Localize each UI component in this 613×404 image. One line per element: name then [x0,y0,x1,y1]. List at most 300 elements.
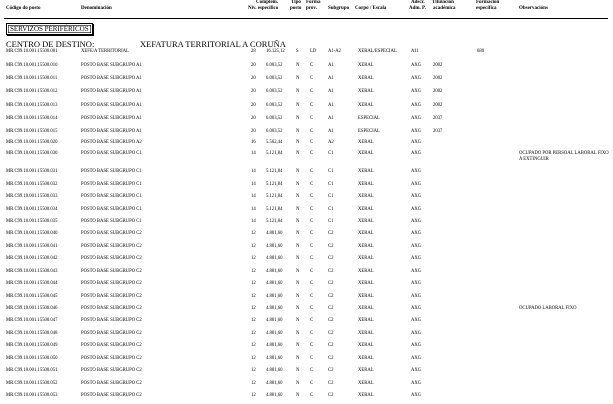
row-corpo: XERAL [358,294,374,299]
table-row [0,182,613,190]
row-adscricion: AXG [411,207,422,212]
row-tipo: N [296,103,300,108]
row-nivel: 12 [251,368,256,373]
row-adscricion: AXG [411,256,422,261]
row-tipo: N [296,140,300,145]
row-adscricion: AXG [411,331,422,336]
row-corpo: XERAL [358,393,374,398]
row-adscricion: AXG [411,140,422,145]
row-observacions: OCUPADO POR PERSOAL LABORAL FIXO A EXTINGUIR [519,151,609,162]
row-tipo: N [296,182,300,187]
row-denominacion: POSTO BASE SUBGRUPO C2 [81,356,142,361]
row-denominacion: POSTO BASE SUBGRUPO A1 [81,129,142,134]
row-corpo: XERAL [358,381,374,386]
row-nivel: 20 [251,129,256,134]
row-adscricion: AXG [411,89,422,94]
row-denominacion: XEFE/A TERRITORIAL [81,49,129,54]
row-tipo: N [296,231,300,236]
row-denominacion: POSTO BASE SUBGRUPO C2 [81,281,142,286]
row-subgrupo: C1 [328,219,334,224]
row-nivel: 14 [251,182,256,187]
row-tipo: N [296,356,300,361]
row-corpo: XERAL [358,256,374,261]
row-code: MR.C99.10.001.15500.015 [6,129,58,134]
row-denominacion: POSTO BASE SUBGRUPO C2 [81,256,142,261]
row-forma: C [310,294,314,299]
row-complemento: 5.121,84 [266,182,283,187]
row-adscricion: AXG [411,116,422,121]
row-code: MR.C99.10.001.15500.020 [6,140,58,145]
row-complemento: 4.881,60 [266,306,283,311]
row-code: MR.C99.10.001.15500.042 [6,256,58,261]
row-complemento: 6.003,52 [266,116,283,121]
row-adscricion: AXG [411,169,422,174]
row-subgrupo: A1 [328,103,334,108]
row-denominacion: POSTO BASE SUBGRUPO C2 [81,231,142,236]
row-corpo: XERAL [358,356,374,361]
col-forma-a: Forma [306,0,321,5]
table-row [0,140,613,148]
row-forma: C [310,331,314,336]
row-tipo: N [296,63,300,68]
row-corpo: XERAL [358,89,374,94]
row-code: MR.C99.10.001.15500.051 [6,368,58,373]
row-corpo: ESPECIAL [358,129,380,134]
row-adscricion: AXG [411,318,422,323]
row-code: MR.C99.10.001.15500.035 [6,219,58,224]
row-forma: LD [310,49,317,54]
row-titulacion: 2002 [433,76,443,81]
row-code: MR.C99.10.001.15500.012 [6,89,58,94]
row-denominacion: POSTO BASE SUBGRUPO A2 [81,140,142,145]
table-row [0,103,613,111]
row-forma: C [310,356,314,361]
row-subgrupo: A1 [328,89,334,94]
row-tipo: N [296,219,300,224]
row-corpo: XERAL [358,219,374,224]
row-complemento: 16.125,12 [266,49,285,54]
row-denominacion: POSTO BASE SUBGRUPO C2 [81,294,142,299]
row-tipo: N [296,318,300,323]
col-niv-b: Niv. específico [248,6,279,11]
row-corpo: XERAL [358,103,374,108]
row-corpo: XERAL [358,343,374,348]
row-denominacion: POSTO BASE SUBGRUPO C2 [81,318,142,323]
row-code: MR.C99.10.001.15500.010 [6,63,58,68]
row-code: MR.C99.10.001.15500.050 [6,356,58,361]
row-denominacion: POSTO BASE SUBGRUPO C1 [81,169,142,174]
row-subgrupo: C2 [328,381,334,386]
col-denominacion: Denominación [81,6,112,11]
row-tipo: N [296,194,300,199]
row-nivel: 20 [251,89,256,94]
row-titulacion: 2037 [433,116,443,121]
row-tipo: N [296,294,300,299]
row-adscricion: AXG [411,231,422,236]
row-forma: C [310,231,314,236]
row-denominacion: POSTO BASE SUBGRUPO A1 [81,76,142,81]
row-denominacion: POSTO BASE SUBGRUPO C2 [81,381,142,386]
row-adscricion: AXG [411,343,422,348]
row-denominacion: POSTO BASE SUBGRUPO C2 [81,393,142,398]
row-observacions: OCUPADO LABORAL FIXO [519,306,577,311]
table-row [0,281,613,289]
row-titulacion: 2002 [433,89,443,94]
table-row [0,63,613,71]
col-adsc-b: Adm. P. [409,6,426,11]
row-forma: C [310,129,314,134]
row-code: MR.C99.10.001.15500.040 [6,231,58,236]
table-row [0,318,613,326]
row-complemento: 6.003,52 [266,89,283,94]
row-complemento: 4.881,60 [266,281,283,286]
row-adscricion: AXG [411,381,422,386]
row-adscricion: AXG [411,103,422,108]
row-tipo: N [296,381,300,386]
row-nivel: 12 [251,281,256,286]
table-row [0,151,613,162]
row-code: MR.C99.10.001.15500.030 [6,151,58,156]
col-subgrupo: Subgrupo [328,6,350,11]
row-code: MR.C99.10.001.15500.045 [6,294,58,299]
row-forma: C [310,318,314,323]
row-complemento: 5.121,84 [266,169,283,174]
row-complemento: 5.121,84 [266,219,283,224]
col-form-a: Formación [476,0,500,5]
row-nivel: 12 [251,318,256,323]
row-tipo: N [296,269,300,274]
row-code: MR.C99.10.001.15500.052 [6,381,58,386]
row-corpo: XERAL [358,269,374,274]
row-adscricion: AXG [411,281,422,286]
row-nivel: 20 [251,103,256,108]
row-subgrupo: C2 [328,393,334,398]
row-nivel: 16 [251,140,256,145]
row-tipo: N [296,89,300,94]
table-row [0,231,613,239]
row-complemento: 4.881,60 [266,318,283,323]
row-subgrupo: A1 [328,63,334,68]
table-row [0,368,613,376]
row-complemento: 5.562,44 [266,140,283,145]
row-titulacion: 2002 [433,103,443,108]
col-codigo: Código do posto [6,6,41,11]
row-adscricion: AXG [411,182,422,187]
row-forma: C [310,306,314,311]
row-tipo: N [296,207,300,212]
row-forma: C [310,343,314,348]
row-tipo: S [296,49,299,54]
row-code: MR.C99.10.001.15500.014 [6,116,58,121]
row-corpo: XERAL/ESPECIAL [358,49,397,54]
row-denominacion: POSTO BASE SUBGRUPO C2 [81,331,142,336]
row-forma: C [310,393,314,398]
row-subgrupo: C1 [328,194,334,199]
row-corpo: ESPECIAL [358,116,380,121]
destination-label: CENTRO DE DESTINO: [6,39,95,49]
row-denominacion: POSTO BASE SUBGRUPO C1 [81,219,142,224]
row-complemento: 4.881,60 [266,356,283,361]
row-forma: C [310,103,314,108]
table-row [0,343,613,351]
table-row [0,269,613,277]
row-forma: C [310,256,314,261]
row-tipo: N [296,129,300,134]
row-code: MR.C99.10.001.15500.047 [6,318,58,323]
row-complemento: 4.881,60 [266,244,283,249]
destination-name: XEFATURA TERRITORIAL A CORUÑA [140,39,286,49]
table-row [0,116,613,124]
row-tipo: N [296,116,300,121]
row-titulacion: 2037 [433,129,443,134]
col-niv-a: Complem. [256,0,279,5]
row-corpo: XERAL [358,169,374,174]
row-denominacion: POSTO BASE SUBGRUPO C1 [81,207,142,212]
row-complemento: 4.881,60 [266,381,283,386]
row-corpo: XERAL [358,281,374,286]
row-denominacion: POSTO BASE SUBGRUPO A1 [81,89,142,94]
row-code: MR.C99.10.001.15500.049 [6,343,58,348]
row-adscricion: AXG [411,393,422,398]
row-forma: C [310,116,314,121]
row-corpo: XERAL [358,331,374,336]
table-row [0,381,613,389]
row-nivel: 14 [251,194,256,199]
row-nivel: 14 [251,169,256,174]
row-forma: C [310,76,314,81]
row-complemento: 4.881,60 [266,331,283,336]
row-adscricion: AXG [411,356,422,361]
table-row [0,244,613,252]
row-complemento: 4.881,60 [266,343,283,348]
row-subgrupo: C1 [328,151,334,156]
row-subgrupo: A2 [328,140,334,145]
row-nivel: 20 [251,63,256,68]
row-corpo: XERAL [358,306,374,311]
row-adscricion: AXG [411,244,422,249]
row-complemento: 5.121,84 [266,207,283,212]
row-nivel: 12 [251,331,256,336]
row-complemento: 5.121,84 [266,194,283,199]
table-row [0,89,613,97]
row-adscricion: AXG [411,368,422,373]
row-nivel: 12 [251,269,256,274]
row-adscricion: A11 [411,49,419,54]
row-nivel: 12 [251,381,256,386]
row-denominacion: POSTO BASE SUBGRUPO C2 [81,368,142,373]
row-denominacion: POSTO BASE SUBGRUPO C1 [81,194,142,199]
row-code: MR.C99.10.001.15500.043 [6,269,58,274]
row-complemento: 6.003,52 [266,103,283,108]
row-nivel: 20 [251,76,256,81]
row-forma: C [310,207,314,212]
row-tipo: N [296,151,300,156]
row-tipo: N [296,244,300,249]
row-code: MR.C99.10.001.15500.011 [6,76,58,81]
row-adscricion: AXG [411,306,422,311]
row-subgrupo: C2 [328,231,334,236]
row-tipo: N [296,368,300,373]
row-code: MR.C99.10.001.15500.013 [6,103,58,108]
row-formacion: 680 [477,49,485,54]
row-complemento: 4.881,60 [266,231,283,236]
row-tipo: N [296,393,300,398]
row-denominacion: POSTO BASE SUBGRUPO C2 [81,343,142,348]
row-forma: C [310,381,314,386]
row-subgrupo: C2 [328,356,334,361]
row-subgrupo: C2 [328,343,334,348]
row-code: MR.C99.10.001.15500.048 [6,331,58,336]
row-subgrupo: C1 [328,207,334,212]
table-row [0,49,613,57]
row-adscricion: AXG [411,219,422,224]
row-subgrupo: C1 [328,182,334,187]
table-row [0,393,613,401]
row-complemento: 6.003,52 [266,76,283,81]
row-code: MR.C99.10.001.15500.001 [6,49,58,54]
table-row [0,331,613,339]
row-adscricion: AXG [411,129,422,134]
row-tipo: N [296,169,300,174]
table-row [0,207,613,215]
row-corpo: XERAL [358,182,374,187]
row-adscricion: AXG [411,76,422,81]
row-subgrupo: A1 [328,129,334,134]
table-row [0,219,613,227]
row-nivel: 14 [251,207,256,212]
row-forma: C [310,269,314,274]
row-subgrupo: C2 [328,306,334,311]
row-complemento: 4.881,60 [266,294,283,299]
row-subgrupo: A1 [328,76,334,81]
table-row [0,129,613,137]
row-forma: C [310,219,314,224]
row-denominacion: POSTO BASE SUBGRUPO C1 [81,151,142,156]
row-denominacion: POSTO BASE SUBGRUPO A1 [81,63,142,68]
row-code: MR.C99.10.001.15500.032 [6,182,58,187]
row-code: MR.C99.10.001.15500.044 [6,281,58,286]
row-forma: C [310,151,314,156]
row-subgrupo: C2 [328,331,334,336]
row-subgrupo: C2 [328,256,334,261]
row-subgrupo: A1-A2 [328,49,342,54]
row-forma: C [310,169,314,174]
row-nivel: 12 [251,343,256,348]
row-corpo: XERAL [358,207,374,212]
row-code: MR.C99.10.001.15500.046 [6,306,58,311]
table-row [0,76,613,84]
table-row [0,306,613,314]
row-nivel: 14 [251,219,256,224]
row-corpo: XERAL [358,140,374,145]
row-complemento: 6.003,52 [266,129,283,134]
row-subgrupo: C2 [328,281,334,286]
row-complemento: 5.121,84 [266,151,283,156]
row-tipo: N [296,281,300,286]
row-nivel: 12 [251,256,256,261]
row-subgrupo: C2 [328,269,334,274]
row-complemento: 4.881,60 [266,393,283,398]
row-nivel: 14 [251,151,256,156]
row-subgrupo: C2 [328,244,334,249]
row-subgrupo: A1 [328,116,334,121]
table-row [0,356,613,364]
row-corpo: XERAL [358,318,374,323]
row-forma: C [310,281,314,286]
row-forma: C [310,89,314,94]
col-observacions: Observacións [519,6,548,11]
row-adscricion: AXG [411,194,422,199]
row-denominacion: POSTO BASE SUBGRUPO C2 [81,269,142,274]
row-complemento: 4.881,60 [266,256,283,261]
row-denominacion: POSTO BASE SUBGRUPO C1 [81,182,142,187]
row-complemento: 4.881,60 [266,368,283,373]
section-label: SERVIZOS PERIFÉRICOS [6,23,93,35]
row-corpo: XERAL [358,368,374,373]
row-titulacion: 2002 [433,63,443,68]
row-code: MR.C99.10.001.15500.034 [6,207,58,212]
row-corpo: XERAL [358,194,374,199]
row-adscricion: AXG [411,294,422,299]
table-row [0,256,613,264]
row-forma: C [310,140,314,145]
row-code: MR.C99.10.001.15500.033 [6,194,58,199]
row-denominacion: POSTO BASE SUBGRUPO A1 [81,103,142,108]
row-adscricion: AXG [411,63,422,68]
col-adsc-a: Adscr. [411,0,425,5]
row-complemento: 4.881,60 [266,269,283,274]
col-form-b: específica [476,6,497,11]
row-subgrupo: C1 [328,169,334,174]
row-code: MR.C99.10.001.15500.041 [6,244,58,249]
row-forma: C [310,368,314,373]
row-tipo: N [296,76,300,81]
row-adscricion: AXG [411,269,422,274]
row-corpo: XERAL [358,76,374,81]
row-denominacion: POSTO BASE SUBGRUPO C2 [81,244,142,249]
row-nivel: 28 [251,49,256,54]
row-nivel: 12 [251,393,256,398]
row-subgrupo: C2 [328,368,334,373]
table-row [0,169,613,177]
row-adscricion: AXG [411,151,422,156]
table-row [0,294,613,302]
row-tipo: N [296,331,300,336]
row-subgrupo: C2 [328,318,334,323]
row-nivel: 12 [251,244,256,249]
row-forma: C [310,182,314,187]
row-denominacion: POSTO BASE SUBGRUPO A1 [81,116,142,121]
row-nivel: 12 [251,356,256,361]
row-forma: C [310,194,314,199]
row-corpo: XERAL [358,63,374,68]
col-corpo: Corpo / Escala [355,6,387,11]
col-tipo-b: posto [290,6,302,11]
row-nivel: 20 [251,116,256,121]
table-row [0,194,613,202]
col-tit-b: académica [433,6,456,11]
row-subgrupo: C2 [328,294,334,299]
row-nivel: 12 [251,231,256,236]
row-tipo: N [296,343,300,348]
row-denominacion: POSTO BASE SUBGRUPO C2 [81,306,142,311]
row-forma: C [310,244,314,249]
row-nivel: 12 [251,306,256,311]
row-forma: C [310,63,314,68]
row-nivel: 12 [251,294,256,299]
row-complemento: 6.003,52 [266,63,283,68]
row-corpo: XERAL [358,151,374,156]
